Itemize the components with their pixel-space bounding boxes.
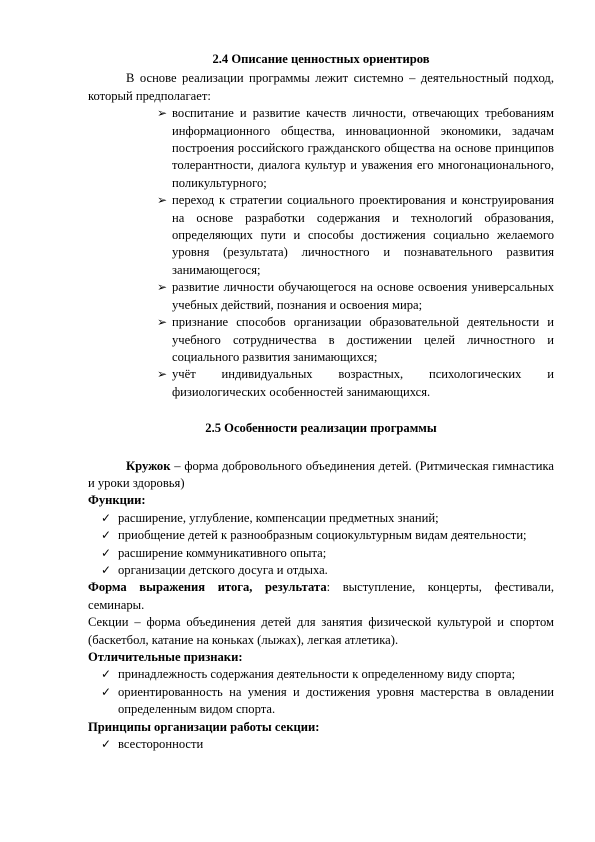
section-2-5-title: 2.5 Особенности реализации программы <box>205 421 437 436</box>
list-item: ✓ ориентированность на умения и достижения уровня мастерства в овладении определенным видом спорта. <box>101 684 554 717</box>
sections-paragraph: Секции – форма объединения детей для занятия физической культурой и спортом (баскетбол, катание на коньках (лыжах), легкая атлетика). <box>88 615 554 647</box>
check-icon: ✓ <box>101 667 112 682</box>
list-item: ✓ всесторонности <box>118 736 554 753</box>
arrow-bullet-icon: ➢ <box>157 315 168 330</box>
list-item: ✓ приобщение детей к разнообразным социокультурным видам деятельности; <box>118 527 554 544</box>
arrow-bullet-icon: ➢ <box>157 106 168 121</box>
result-label: Форма выражения итога, результата <box>88 580 327 595</box>
functions-list <box>101 510 554 580</box>
kruzhok-term: Кружок <box>126 458 171 473</box>
values-list <box>157 105 554 401</box>
list-item: ✓ расширение коммуникативного опыта; <box>118 545 554 562</box>
functions-label: Функции: <box>88 493 146 508</box>
list-item: ➢ воспитание и развитие качеств личности, отвечающих требованиям информационного общества, инновационной экономики, задачам построения российского гражданского общества на основе принципов толерантности, диалога культур и уважения его многонационального, поликультурного; <box>157 106 554 190</box>
list-item: ➢ учёт индивидуальных возрастных, психологических и физиологических особенностей занимающихся. <box>157 367 554 399</box>
arrow-bullet-icon: ➢ <box>157 367 168 382</box>
list-item: ✓ организации детского досуга и отдыха. <box>118 562 554 579</box>
list-item: ➢ признание способов организации образовательной деятельности и учебного сотрудничества в достижении целей личностного и социального развития занимающихся; <box>157 315 554 364</box>
check-icon: ✓ <box>101 684 112 699</box>
check-icon: ✓ <box>101 528 112 543</box>
arrow-bullet-icon: ➢ <box>157 193 168 208</box>
list-item: ➢ переход к стратегии социального проектирования и конструирования на основе разработки содержания и технологий образования, определяющих пути и способы достижения социально желаемого уровня (результата) личностного и познавательного развития занимающегося; <box>157 193 554 277</box>
features-list <box>101 666 554 718</box>
features-label: Отличительные признаки: <box>88 650 243 664</box>
check-icon: ✓ <box>101 562 112 577</box>
section-2-4-title: 2.4 Описание ценностных ориентиров <box>212 52 430 66</box>
principles-label: Принципы организации работы секции: <box>88 719 320 734</box>
document-page <box>88 51 554 753</box>
list-item: ➢ развитие личности обучающегося на основе освоения универсальных учебных действий, познания и освоения мира; <box>157 280 554 312</box>
section-2-4-intro: В основе реализации программы лежит системно – деятельностный подход, который предполагает: <box>88 71 554 103</box>
check-icon: ✓ <box>101 737 112 752</box>
list-item: ✓ принадлежность содержания деятельности к определенному виду спорта; <box>118 666 554 683</box>
check-icon: ✓ <box>101 545 112 560</box>
principles-list <box>101 736 554 753</box>
arrow-bullet-icon: ➢ <box>157 280 168 295</box>
result-paragraph: Форма выражения итога, результата: выступление, концерты, фестивали, семинары. <box>88 580 555 612</box>
list-item: ✓ расширение, углубление, компенсации предметных знаний; <box>118 510 554 527</box>
check-icon: ✓ <box>101 510 112 525</box>
kruzhok-paragraph: Кружок – форма добровольного объединения детей. (Ритмическая гимнастика и уроки здоровья) <box>88 458 554 490</box>
